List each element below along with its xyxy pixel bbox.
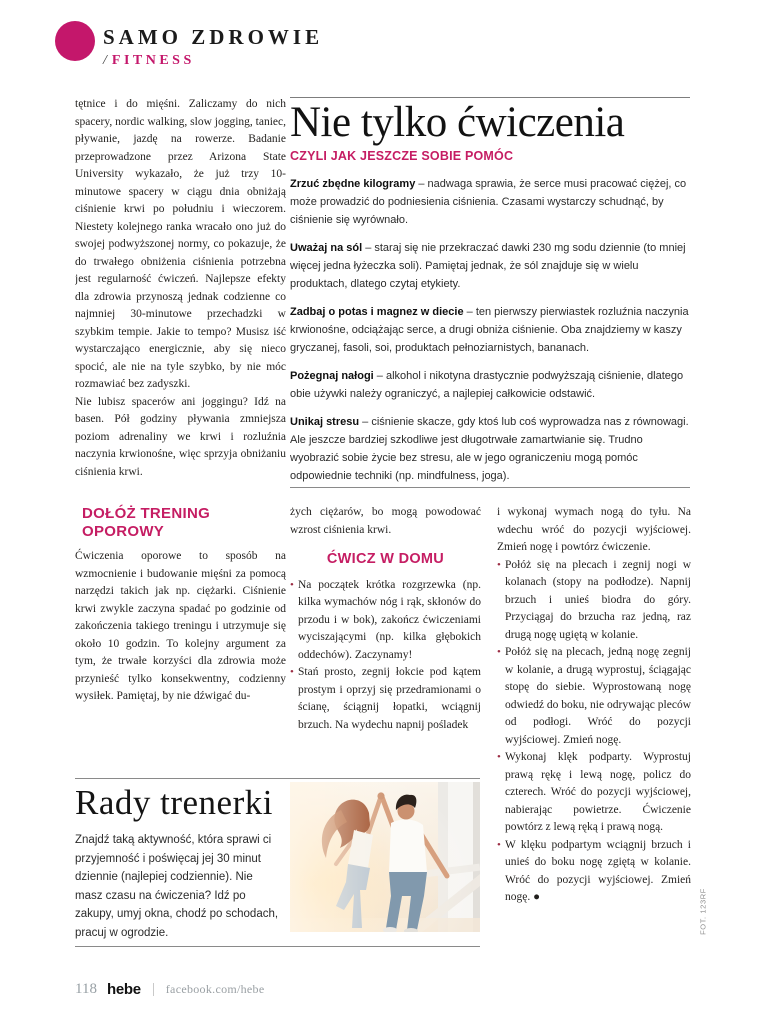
body-paragraph: Nie lubisz spacerów ani joggingu? Idź na basen. Pół godziny pływania zmniejsza poziom adrenaliny we krwi i rozluźnia naczynia krwionośne, więc sprzyja obniżaniu ciśnienia krwi. [75,395,286,478]
exercise-bullet [497,837,691,907]
photo-credit: FOT. 123RF [698,888,708,935]
middle-column [290,504,481,752]
bullet-icon: • [497,838,501,851]
section-name: FITNESS [111,53,195,68]
brand-dot-icon [55,21,95,61]
bullet-icon: • [497,558,501,571]
article-kicker: CZYLI JAK JESZCZE SOBIE POMÓC [290,148,514,163]
body-paragraph: Ćwiczenia oporowe to sposób na wzmocnienie i budowanie mięśni za pomocą narzędzi takich jak np. ciężarki. Ciśnienie krwi zwykle zaczyna spadać po godzinie od zakończenia takiego treningu i utrzymuje się około 10 godzin. To kolejny argument za tym, że trwałe korzyści dla zdrowia może przynieść tylko konsekwentny, codzienny wysiłek. Pamiętaj, by nie dźwigać du- [75,550,286,702]
bullet-icon: • [497,646,501,658]
bullet-text: W klęku podpartym wciągnij brzuch i unieś do boku nogę zgiętą w kolanie. Wróć do pozycji wyjściowej. Zmień nogę. ● [505,838,691,903]
exercise-bullet [497,557,691,645]
divider-rule [75,946,480,947]
exercise-bullet [290,664,481,734]
page-footer [75,980,265,998]
feature-item [290,239,690,293]
slash-glyph: / [103,53,107,68]
bullet-text: Wykonaj klęk podparty. Wyprostuj prawą rękę i lewą nogę, policz do czterech. Wróć do pozycji wyjściowej, nabierając powietrze. Ćwiczenie powtórz z lewą ręką i prawą nogą. [505,751,691,833]
exercise-bullet [497,749,691,837]
divider-rule [75,778,480,779]
feature-item-text: – alkohol i nikotyna drastycznie podwyższają ciśnienie, dlatego obie używki należy ograniczyć, a najlepiej całkowicie odstawić. [290,369,684,400]
feature-item-lead: Zadbaj o potas i magnez w diecie [290,305,464,318]
feature-item [290,413,690,484]
trainer-tips-title: Rady trenerki [75,783,273,822]
footer-divider [153,983,154,996]
feature-item-lead: Pożegnaj nałogi [290,369,374,382]
bullet-text: Stań prosto, zegnij łokcie pod kątem prostym i oprzyj się przedramionami o ścianę, ściągnij łopatki, wciągnij brzuch. Na wydechu napnij pośladek [298,666,481,731]
feature-item-lead: Unikaj stresu [290,415,360,428]
article-title: Nie tylko ćwiczenia [290,99,625,146]
trainer-tips-text: Znajdź taką aktywność, która sprawi ci przyjemność i poświęcaj jej 30 minut dziennie (najlepiej codziennie). Nie masz czasu na ćwiczenia? Idź po zakupy, umyj okna, chodź po schodach, pracuj w ogrodzie. [75,834,279,939]
feature-item-text: – ciśnienie skacze, gdy ktoś lub coś wyprowadza nas z równowagi. Ale jeszcze bardziej szkodliwe jest długotrwałe zamartwianie się. Trudno wyobrazić sobie życie bez stresu, ale w jego ograniczeniu mogą pomóc odpowiednie techniki (np. mindfulness, joga). [290,415,689,482]
section-brand: SAMO ZDROWIE [103,25,324,49]
body-paragraph: i wykonaj wymach nogą do tyłu. Na wdechu wróć do pozycji wyjściowej. Zmień nogę i powtórz ćwiczenie. [497,506,691,553]
feature-article [290,97,690,484]
feature-item [290,367,690,403]
feature-item [290,303,690,357]
bullet-text: Połóż się na plecach i zegnij nogi w kolanach (stopy na podłodze). Napnij brzuch i unieś biodra do góry. Przyciągaj do brzucha raz jedną, raz drugą nogę ugiętą w kolanie. [505,558,691,641]
exercise-bullet [290,577,481,665]
feature-item-lead: Zrzuć zbędne kilogramy [290,177,416,190]
hebe-logo: hebe [106,980,141,998]
subheading-cwicz-w-domu: ĆWICZ W DOMU [326,551,445,567]
body-paragraph: żych ciężarów, bo mogą powodować wzrost ciśnienia krwi. [290,506,481,536]
right-column [497,504,691,940]
divider-rule [290,487,690,488]
subheading-trening-oporowy: DOŁÓŻ TRENING OPOROWY [82,505,211,540]
feature-item-text: – staraj się nie przekraczać dawki 230 mg sodu dziennie (to mniej więcej jedna łyżeczka soli). Pamiętaj jednak, że sól znajduje się w wielu produktach, dlatego czytaj etykiety. [290,241,686,290]
left-column [75,96,286,768]
feature-item-text: – nadwaga sprawia, że serce musi pracować ciężej, co może prowadzić do podniesienia ciśnienia. Czasami wystarczy schudnąć, by ciśnienie się wyrównało. [290,177,687,226]
bullet-icon: • [497,751,501,763]
bullet-text: Połóż się na plecach, jedną nogę zegnij w kolanie, a drugą wyprostuj, ściągając stopę do siebie. Wyprostowaną nogę odwiedź do boku, nie odrywając pleców od podłogi. Wróć do pozycji wyjściowej. Zmień nogę. [505,646,691,746]
photo-illustration [290,782,480,932]
feature-item-lead: Uważaj na sól [290,241,363,254]
bullet-text: Na początek krótka rozgrzewka (np. kilka wymachów nóg i rąk, skłonów do przodu i w bok), zakończ ćwiczeniami wyciszającymi (np. kilka głębokich oddechów). Zaczynamy! [298,578,481,661]
bullet-icon: • [290,666,294,678]
facebook-url: facebook.com/hebe [165,981,265,996]
feature-item [290,175,690,229]
exercise-bullet [497,644,691,749]
bullet-icon: • [290,578,294,591]
photo-couple-dancing [290,782,480,932]
page-number: 118 [75,980,97,997]
body-paragraph: tętnice i do mięśni. Zaliczamy do nich spacery, nordic walking, slow jogging, taniec, pływanie, jazdę na rowerze. Badanie przeprowadzone przez Arizona State University wykazało, że już trzy 10-minutowe spacery w ciągu dnia obniżają ciśnienie krwi po południu i wieczorem. Niestety kolejnego ranka wracało ono już do swojej podwyższonej normy, co pokazuje, że do trwałego obniżenia ciśnienia potrzebna jest regularność ćwiczeń. Najlepsze efekty dla zdrowia przynoszą jednak codzienne co najmniej 30-minutowe przechadzki w szybkim tempie. Jakie to tempo? Musisz iść wystarczająco energicznie, aby się nieco spocić, ale nie na tyle szybko, by nie móc rozmawiać bez zadyszki. [75,98,286,390]
feature-item-text: – ten pierwszy pierwiastek rozluźnia naczynia krwionośne, odciążając serce, a drugi obniża ciśnienie. Oba znajdziemy w kaszy gryczanej, fasoli, soi, produktach pełnoziarnistych, bananach. [290,305,689,354]
section-label [103,53,195,69]
